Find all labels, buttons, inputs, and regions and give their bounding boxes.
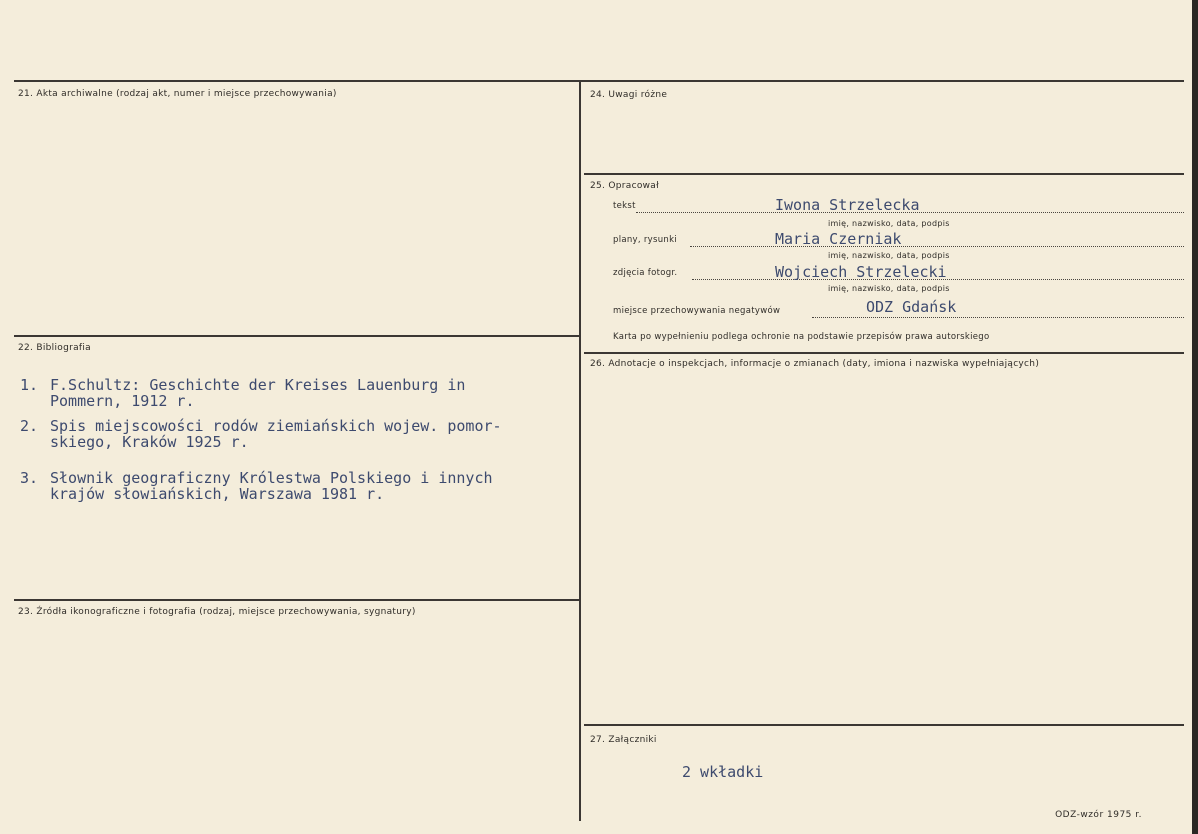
form-version: ODZ-wzór 1975 r. (1055, 810, 1142, 820)
section-27-label: 27. Załączniki (590, 735, 657, 745)
section-23-label: 23. Źródła ikonograficzne i fotografia (rodzaj, miejsce przechowywania, sygnatury) (18, 607, 416, 617)
rule-25-26 (584, 352, 1184, 354)
item-line: Słownik geograficzny Królestwa Polskiego i innych (50, 469, 493, 487)
item-line: F.Schultz: Geschichte der Kreises Lauenburg in (50, 376, 466, 394)
field-hint-photos: imię, nazwisko, data, podpis (828, 284, 950, 293)
section-21-label: 21. Akta archiwalne (rodzaj akt, numer i miejsce przechowywania) (18, 89, 337, 99)
section-24-label: 24. Uwagi różne (590, 90, 668, 100)
item-line: Pommern, 1912 r. (50, 392, 195, 410)
rule-21-22 (14, 335, 580, 337)
center-divider (579, 81, 581, 821)
field-value-plans: Maria Czerniak (775, 230, 902, 248)
card-edge (1192, 0, 1198, 834)
field-value-text: Iwona Strzelecka (775, 196, 920, 214)
top-rule (14, 80, 1184, 82)
field-line-plans (690, 246, 1184, 247)
field-hint-text: imię, nazwisko, data, podpis (828, 219, 950, 228)
section-25-label: 25. Opracował (590, 181, 659, 191)
rule-22-23 (14, 599, 580, 601)
field-hint-plans: imię, nazwisko, data, podpis (828, 251, 950, 260)
field-label-text: tekst (613, 201, 636, 211)
rule-26-27 (584, 724, 1184, 726)
item-line: Spis miejscowości rodów ziemiańskich wojew. pomor- (50, 417, 502, 435)
item-line: skiego, Kraków 1925 r. (50, 433, 249, 451)
field-label-plans: plany, rysunki (613, 235, 677, 245)
attachments-value: 2 wkładki (682, 763, 764, 781)
item-number: 2. (20, 417, 39, 435)
item-number: 3. (20, 469, 39, 487)
item-line: krajów słowiańskich, Warszawa 1981 r. (50, 485, 385, 503)
field-value-negatives: ODZ Gdańsk (866, 298, 957, 316)
field-value-photos: Wojciech Strzelecki (775, 263, 947, 281)
field-label-photos: zdjęcia fotogr. (613, 268, 678, 278)
item-number: 1. (20, 376, 39, 394)
copyright-note: Karta po wypełnieniu podlega ochronie na podstawie przepisów prawa autorskiego (613, 332, 990, 342)
section-26-label: 26. Adnotacje o inspekcjach, informacje o zmianach (daty, imiona i nazwiska wypełniających) (590, 359, 1040, 369)
field-line-negatives (812, 317, 1184, 318)
rule-24-25 (584, 173, 1184, 175)
field-label-negatives: miejsce przechowywania negatywów (613, 306, 781, 316)
section-22-label: 22. Bibliografia (18, 343, 91, 353)
